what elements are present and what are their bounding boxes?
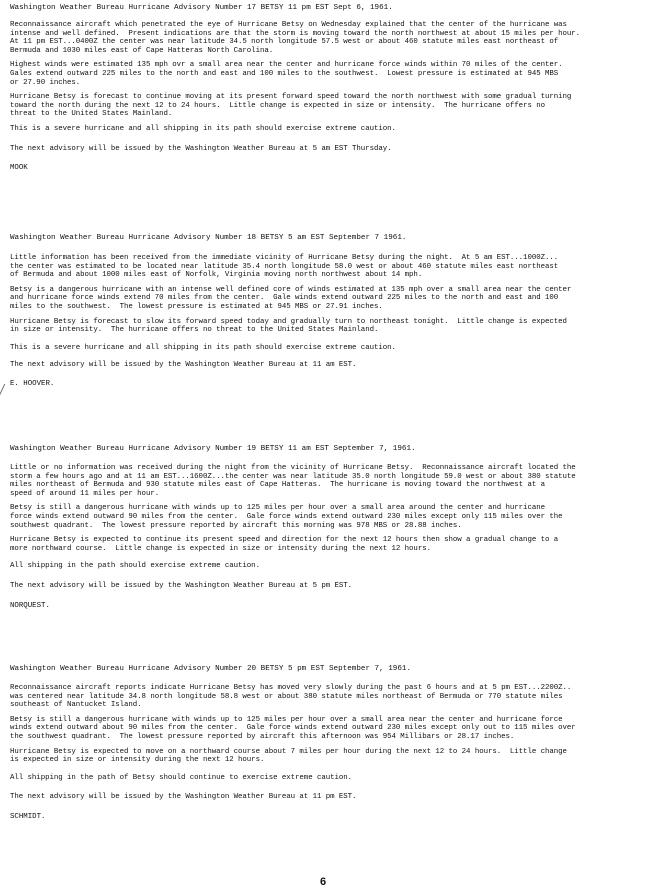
text-line: Reconnaissance aircraft which penetrated the eye of Hurricane Betsy on Wednesday explained that the center of the hurricane was xyxy=(10,21,567,29)
advisory-20 xyxy=(10,665,648,822)
text-line: miles to the southwest. The lowest pressure is estimated at 945 MBS or 27.91 inches. xyxy=(10,302,383,311)
advisory-header: Washington Weather Bureau Hurricane Advisory Number 19 BETSY 11 am EST September 7, 1961. xyxy=(10,445,416,453)
text-line: Hurricane Betsy is expected to move on a northward course about 7 miles per hour during the next 12 to 24 hours. Little change xyxy=(10,747,567,756)
text-line: force winds extend outward 90 miles from the center. Gale force winds extend outward 230 miles except only 115 miles over the xyxy=(10,512,563,521)
advisory-paragraph xyxy=(10,21,648,55)
text-line: Hurricane Betsy is expected to continue its present speed and direction for the next 12 hours then show a gradual change to a xyxy=(10,536,559,545)
advisory-paragraph xyxy=(10,504,648,530)
text-line: threat to the United States Mainland. xyxy=(10,110,173,119)
advisory-paragraph xyxy=(10,536,648,553)
advisory-header: Washington Weather Bureau Hurricane Advisory Number 20 BETSY 5 pm EST September 7, 1961. xyxy=(10,665,412,673)
text-line: is expected in size or intensity during the next 12 hours. xyxy=(10,756,265,765)
signature: SCHMIDT. xyxy=(10,812,46,821)
text-line: The next advisory will be issued by the Washington Weather Bureau at 5 am EST Thursday. xyxy=(10,144,392,153)
text-line: and hurricane force winds extend 70 miles from the center. Gale winds extend outward 225 miles to the north and east and 100 xyxy=(10,294,559,303)
text-line: speed of around 11 miles per hour. xyxy=(10,489,160,498)
text-line: of Bermuda and about 1000 miles east of Norfolk, Virginia moving north northwest about 14 mph. xyxy=(10,271,423,280)
advisory-paragraph xyxy=(10,145,648,154)
advisory-paragraph xyxy=(10,464,648,498)
advisory-paragraph xyxy=(10,716,648,742)
text-line: Hurricane Betsy is forecast to continue moving at its present forward speed toward the north northwest with some gradual turning xyxy=(10,93,572,102)
advisory-paragraph xyxy=(10,774,648,783)
text-line: The next advisory will be issued by the Washington Weather Bureau at 5 pm EST. xyxy=(10,581,353,590)
advisory-paragraph xyxy=(10,344,648,353)
text-line: more northward course. Little change is expected in size or intensity during the next 12 hours. xyxy=(10,544,431,553)
text-line: Betsy is still a dangerous hurricane with winds up to 125 miles per hour over a small area near the center and hurricane force xyxy=(10,715,563,724)
text-line: At 11 pm EST...0400Z the center was near latitude 34.5 north longitude 57.5 west or about 460 statute miles east northeast of xyxy=(10,38,559,47)
margin-pen-mark xyxy=(0,384,11,398)
text-line: Bermuda and 1030 miles east of Cape Hatteras North Carolina. xyxy=(10,46,274,55)
signature: NORQUEST. xyxy=(10,601,50,610)
text-line: This is a severe hurricane and all shipping in its path should exercise extreme caution. xyxy=(10,343,396,352)
text-line: This is a severe hurricane and all shipping in its path should exercise extreme caution. xyxy=(10,124,396,133)
text-line: storm a few hours ago and at 11 am EST...1600Z...the center was near latitude 35.0 north longitude 59.0 west or about 380 statute xyxy=(10,472,576,481)
text-line: southeast of Nantucket Island. xyxy=(10,701,142,710)
text-line: southwest quadrant. The lowest pressure reported by aircraft this morning was 978 MBS or 28.88 inches. xyxy=(10,521,462,530)
text-line: All shipping in the path of Betsy should continue to exercise extreme caution. xyxy=(10,773,353,782)
text-line: the southwest quadrant. The lowest pressure reported by aircraft this afternoon was 954 Millibars or 28.17 inches. xyxy=(10,732,515,741)
advisory-18 xyxy=(10,234,648,389)
text-line: Gales extend outward 225 miles to the north and east and 100 miles to the southwest. Lowest pressure is estimated at 945 MBS xyxy=(10,69,559,78)
advisory-paragraph xyxy=(10,361,648,370)
signature: E. HOOVER. xyxy=(10,379,55,388)
text-line: miles northeast of Bermuda and 930 statute miles east of Cape Hatteras. The hurricane is moving toward the northwest at a xyxy=(10,481,545,490)
text-line: Betsy is a dangerous hurricane with an intense well defined core of winds estimated at 135 mph over a small area near the center xyxy=(10,285,572,294)
advisory-paragraph xyxy=(10,582,648,591)
text-line: Little or no information was received during the night from the vicinity of Hurricane Betsy. Reconnaissance aircraft located the xyxy=(10,464,576,472)
text-line: or 27.90 inches. xyxy=(10,78,81,87)
page-number: 6 xyxy=(320,876,327,888)
text-line: Little information has been received from the immediate vicinity of Hurricane Betsy during the night. At 5 am EST...1000Z... xyxy=(10,254,559,262)
advisory-paragraph xyxy=(10,254,648,280)
text-line: Reconnaissance aircraft reports indicate Hurricane Betsy has moved very slowly during the past 6 hours and at 5 pm EST...2200Z.. xyxy=(10,684,572,692)
advisory-paragraph xyxy=(10,93,648,119)
text-line: All shipping in the path should exercise extreme caution. xyxy=(10,562,260,571)
text-line: Betsy is still a dangerous hurricane with winds up to 125 miles per hour over a small area around the center and hurricane xyxy=(10,504,545,513)
advisory-paragraph xyxy=(10,61,648,87)
text-line: was centered near latitude 34.8 north longitude 58.8 west or about 380 statute miles northeast of Bermuda or 770 statute miles xyxy=(10,692,563,701)
text-line: The next advisory will be issued by the Washington Weather Bureau at 11 pm EST. xyxy=(10,793,357,802)
advisory-19 xyxy=(10,445,648,611)
advisory-paragraph xyxy=(10,562,648,571)
advisory-paragraph xyxy=(10,748,648,765)
advisory-header: Washington Weather Bureau Hurricane Advisory Number 18 BETSY 5 am EST September 7 1961. xyxy=(10,234,407,242)
advisory-paragraph xyxy=(10,318,648,335)
advisory-paragraph xyxy=(10,684,648,710)
advisory-paragraph xyxy=(10,125,648,134)
text-line: in size or intensity. The hurricane offers no threat to the United States Mainland. xyxy=(10,326,379,335)
text-line: Highest winds were estimated 135 mph ovr a small area near the center and hurricane force winds within 70 miles of the center. xyxy=(10,61,563,70)
text-line: toward the north during the next 12 to 24 hours. Little change is expected in size or intensity. The hurricane offers no xyxy=(10,101,545,110)
text-line: The next advisory will be issued by the Washington Weather Bureau at 11 am EST. xyxy=(10,361,357,370)
advisory-paragraph xyxy=(10,793,648,802)
advisory-paragraph xyxy=(10,286,648,312)
signature: MOOK xyxy=(10,164,28,173)
text-line: the center was estimated to be located near latitude 35.4 north longitude 58.0 west or about 460 statute miles east northeast xyxy=(10,262,559,271)
text-line: intense and well defined. Present indications are that the storm is moving toward the north northwest at about 15 miles per hour. xyxy=(10,29,581,38)
text-line: winds extend outward about 90 miles from the center. Gale force winds extend outward 230 miles except only out to 115 miles over xyxy=(10,724,576,733)
text-line: Hurricane Betsy is forecast to slow its forward speed today and gradually turn to northeast tonight. Little change is expected xyxy=(10,317,567,326)
advisory-header: Washington Weather Bureau Hurricane Advisory Number 17 BETSY 11 pm EST Sept 6, 1961. xyxy=(10,4,393,12)
advisory-17 xyxy=(10,4,648,173)
